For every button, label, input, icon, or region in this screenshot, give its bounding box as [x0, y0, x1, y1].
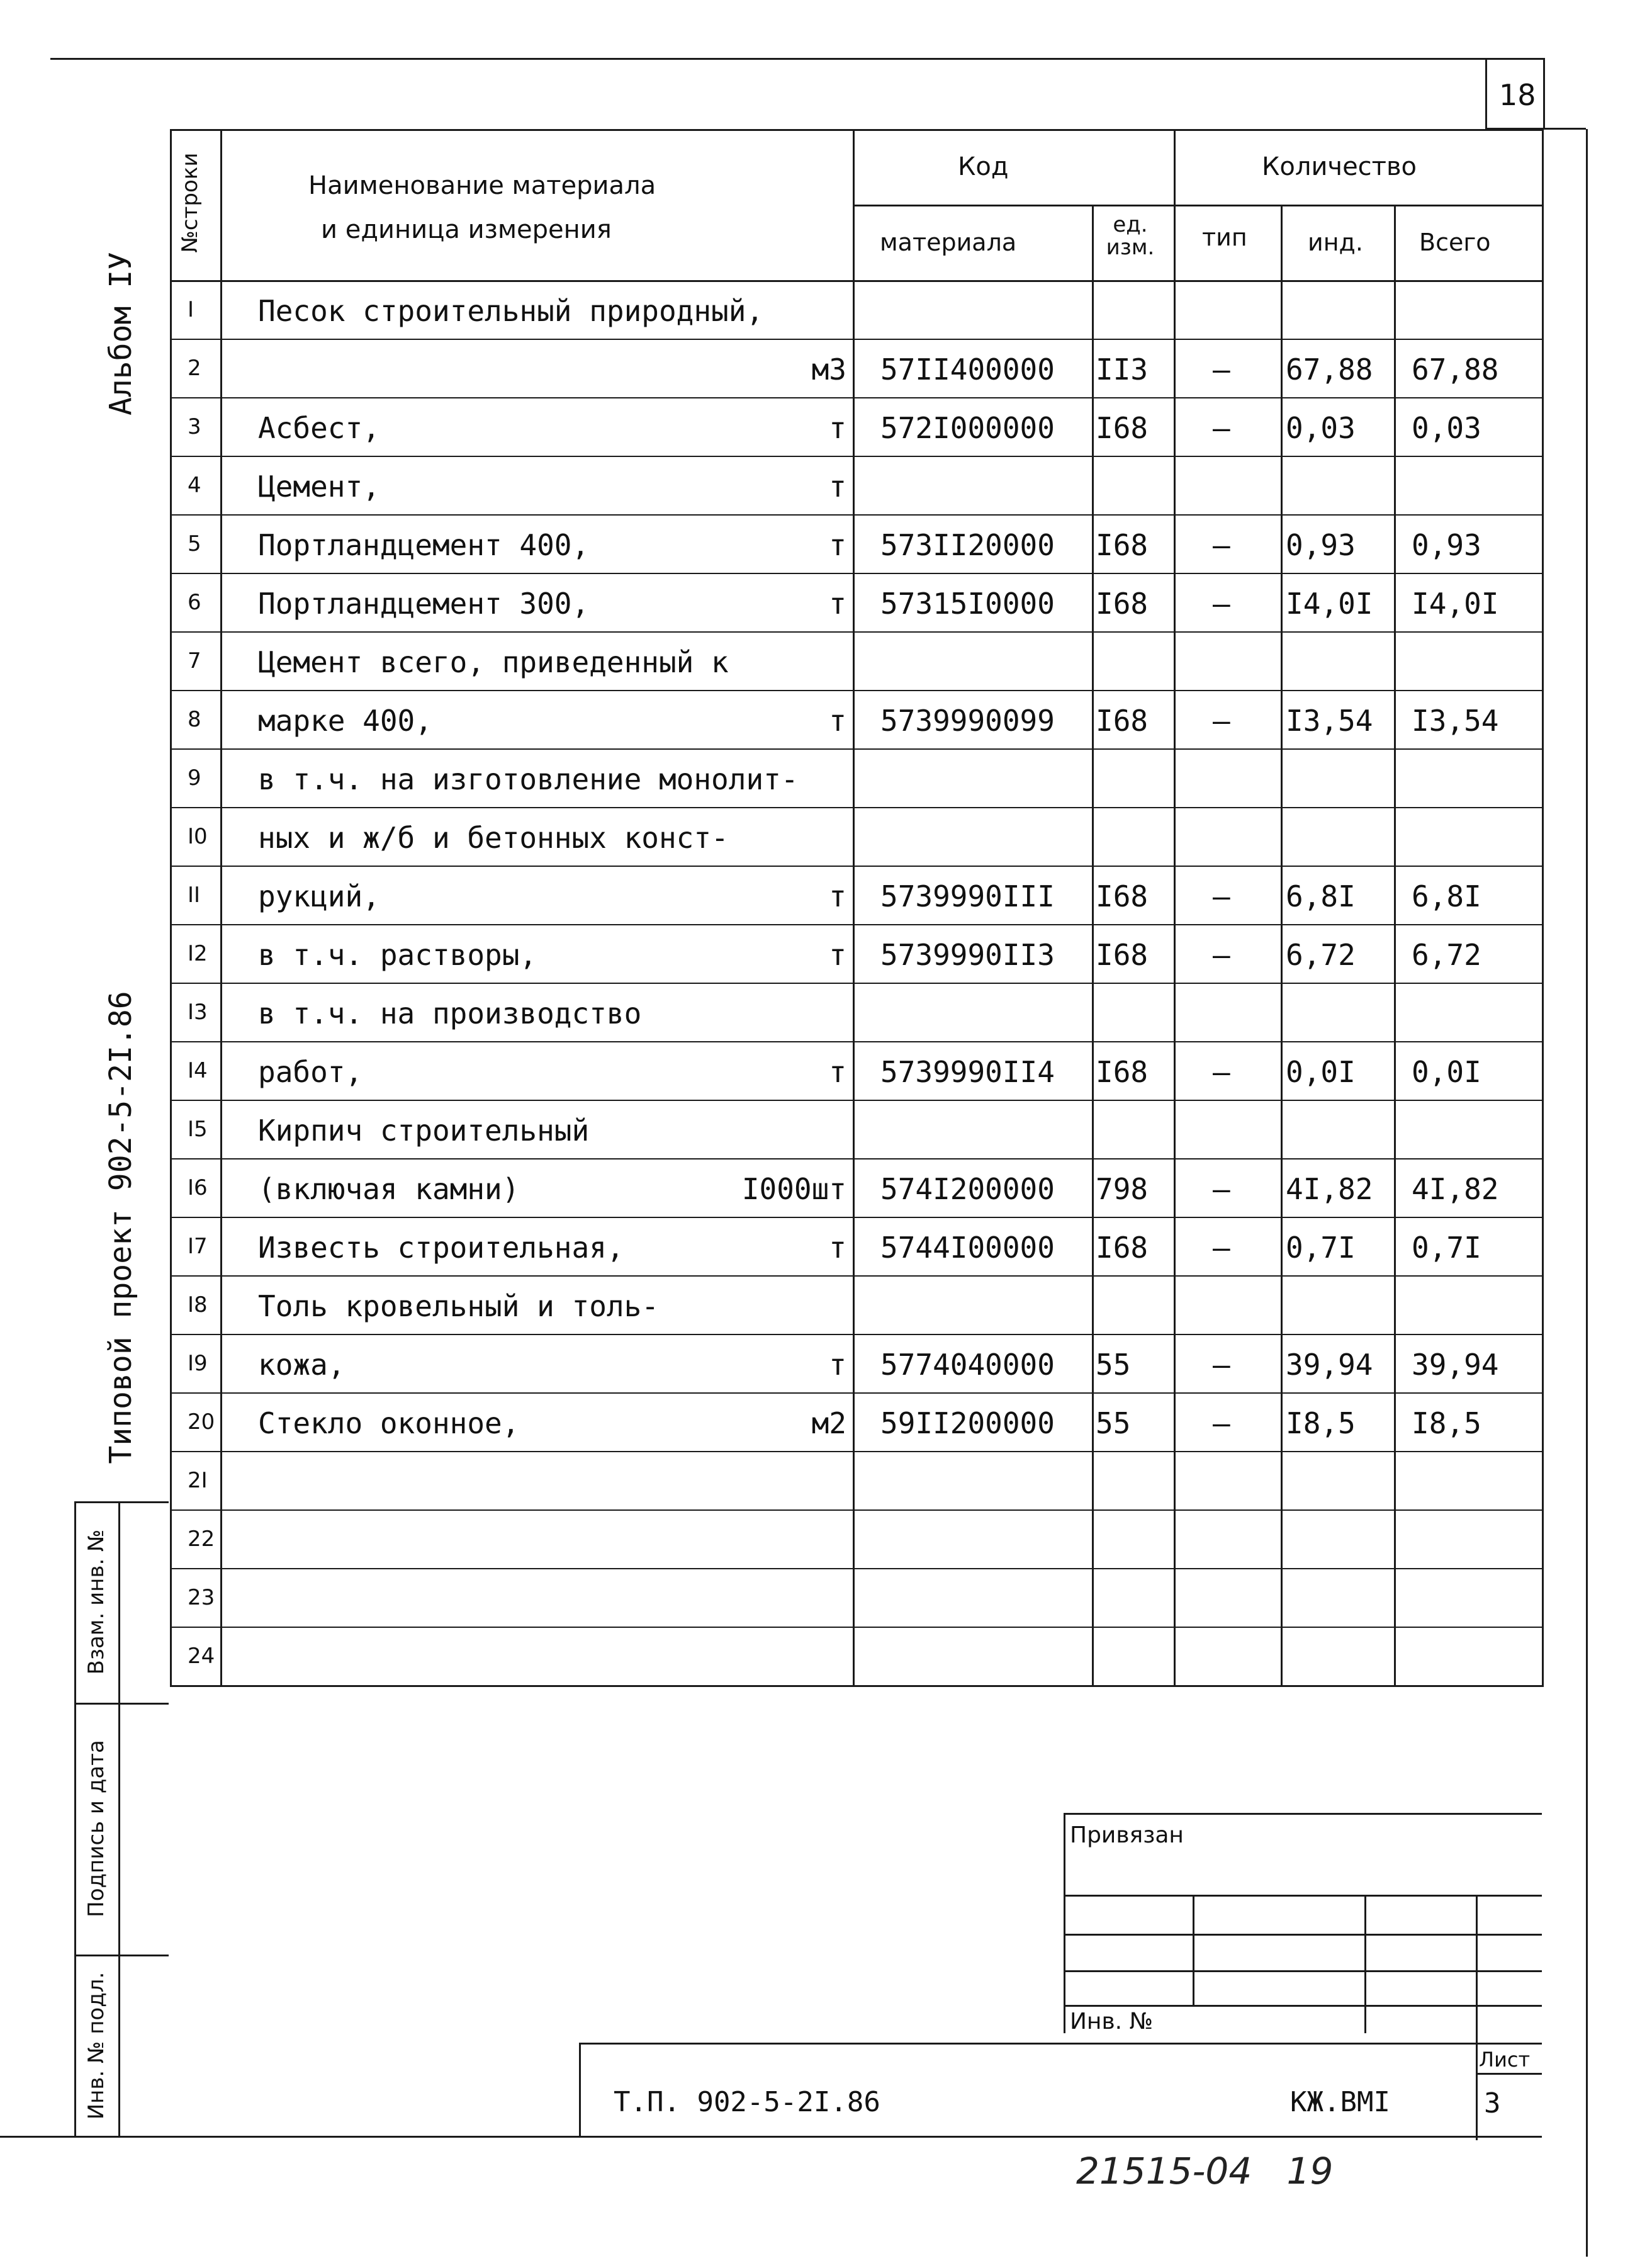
tb-left [1064, 1813, 1065, 2033]
table-row [170, 1451, 1542, 1509]
qty-ind: 67,88 [1286, 353, 1373, 386]
tb-col-1 [1193, 1895, 1194, 2005]
unit-code: 55 [1096, 1348, 1131, 1382]
material-code: 59II200000 [880, 1406, 1055, 1440]
qty-total: I4,0I [1412, 587, 1499, 621]
row-number: 23 [188, 1585, 215, 1610]
tb-line-1 [1064, 1895, 1542, 1897]
tb-col-2 [1364, 1895, 1366, 2033]
material-code: 5739990II3 [880, 938, 1055, 972]
qty-ind: 0,7I [1286, 1231, 1356, 1265]
row-number: 2I [188, 1468, 208, 1493]
unit-label: м3 [811, 353, 846, 386]
unit-code: I68 [1096, 528, 1149, 562]
tb-line-3 [1064, 1970, 1542, 1972]
qty-type: – [1213, 1172, 1230, 1206]
handwritten-number: 21515-04 19 [1076, 2150, 1334, 2192]
row-number: I7 [188, 1234, 208, 1259]
unit-label: т [829, 411, 846, 445]
tb-main-left [579, 2043, 581, 2137]
unit-code: I68 [1096, 1231, 1149, 1265]
table-top-line [170, 129, 1544, 131]
row-number: 2 [188, 356, 201, 381]
row-number: 8 [188, 707, 201, 732]
material-name: Асбест, [258, 411, 380, 445]
material-name: Портландцемент 400, [258, 528, 590, 562]
qty-total: 39,94 [1412, 1348, 1499, 1382]
material-code: 574I200000 [880, 1172, 1055, 1206]
qty-type: – [1213, 587, 1230, 621]
material-name: Портландцемент 300, [258, 587, 590, 621]
unit-code: II3 [1096, 353, 1149, 386]
row-number: I6 [188, 1175, 208, 1200]
unit-label: м2 [811, 1406, 846, 1440]
album-label: Альбом IУ [103, 251, 138, 416]
material-name: Кирпич строительный [258, 1114, 590, 1148]
material-name: Песок строительный природный, [258, 294, 764, 328]
row-number: I3 [188, 1000, 208, 1025]
qty-type: – [1213, 704, 1230, 738]
project-label: Типовой проект 902-5-2I.86 [103, 991, 138, 1464]
inv-no-label: Инв. № [1070, 2009, 1154, 2034]
qty-total: 6,72 [1412, 938, 1481, 972]
table-row [170, 1509, 1542, 1568]
row-number: I8 [188, 1292, 208, 1317]
row-number: 5 [188, 531, 201, 556]
qty-type: – [1213, 528, 1230, 562]
unit-code: I68 [1096, 938, 1149, 972]
unit-code: I68 [1096, 1055, 1149, 1089]
unit-code: 55 [1096, 1406, 1131, 1440]
page-number: 18 [1499, 78, 1536, 112]
unit-label: т [829, 938, 846, 972]
material-name: в т.ч. на производство [258, 996, 642, 1030]
tb-sheet-sep [1476, 2073, 1542, 2075]
qty-type: – [1213, 353, 1230, 386]
tb-main-top [579, 2043, 1542, 2045]
row-number: 3 [188, 414, 201, 439]
material-name: ных и ж/б и бетонных конст- [258, 821, 729, 855]
unit-label: т [829, 1348, 846, 1382]
unit-label: т [829, 470, 846, 504]
qty-ind: 0,93 [1286, 528, 1356, 562]
row-number: I0 [188, 824, 208, 849]
unit-code: I68 [1096, 704, 1149, 738]
qty-ind: 6,8I [1286, 879, 1356, 913]
unit-label: т [829, 879, 846, 913]
tb-line-2 [1064, 1934, 1542, 1936]
material-name: Цемент, [258, 470, 380, 504]
table-row [170, 1627, 1542, 1685]
sheet-number: 3 [1484, 2087, 1501, 2119]
header-code-unit: ед. изм. [1106, 212, 1155, 260]
row-number: 6 [188, 590, 201, 615]
material-code: 57II400000 [880, 353, 1055, 386]
material-name: Стекло оконное, [258, 1406, 520, 1440]
row-number: 9 [188, 765, 201, 791]
qty-total: 0,0I [1412, 1055, 1481, 1089]
header-row-number: №строки [177, 152, 203, 253]
material-code: 572I000000 [880, 411, 1055, 445]
header-qty-ind: инд. [1308, 228, 1363, 256]
row-number: 7 [188, 648, 201, 674]
privyazan-label: Привязан [1070, 1822, 1184, 1848]
table-right-line [1542, 129, 1544, 1685]
qty-type: – [1213, 1348, 1230, 1382]
header-code-material: материала [880, 228, 1017, 256]
header-code: Код [958, 152, 1009, 181]
unit-code: I68 [1096, 879, 1149, 913]
stamp-signature-date-label: Подпись и дата [84, 1740, 109, 1917]
row-number: 4 [188, 473, 201, 498]
row-number: 22 [188, 1526, 215, 1552]
material-name: Известь строительная, [258, 1231, 624, 1265]
row-number: I5 [188, 1117, 208, 1142]
header-quantity: Количество [1262, 152, 1417, 181]
row-number: I9 [188, 1351, 208, 1376]
qty-type: – [1213, 938, 1230, 972]
unit-label: т [829, 587, 846, 621]
material-name: Цемент всего, приведенный к [258, 645, 729, 679]
qty-type: – [1213, 1055, 1230, 1089]
unit-label: т [829, 1231, 846, 1265]
project-code: Т.П. 902-5-2I.86 [614, 2086, 880, 2118]
material-name: работ, [258, 1055, 363, 1089]
qty-total: 67,88 [1412, 353, 1499, 386]
qty-type: – [1213, 411, 1230, 445]
qty-total: 4I,82 [1412, 1172, 1499, 1206]
material-code: 5744I00000 [880, 1231, 1055, 1265]
tb-col-3 [1476, 1895, 1478, 2140]
qty-ind: 4I,82 [1286, 1172, 1373, 1206]
stamp-strip-sep-2 [74, 1955, 169, 1956]
material-code: 5739990II4 [880, 1055, 1055, 1089]
material-code: 5774040000 [880, 1348, 1055, 1382]
material-code: 573II20000 [880, 528, 1055, 562]
qty-total: 0,03 [1412, 411, 1481, 445]
material-name: (включая камни) [258, 1172, 520, 1206]
stamp-original-inv-label: Инв. № подл. [84, 1972, 109, 2120]
unit-code: 798 [1096, 1172, 1149, 1206]
material-code: 5739990III [880, 879, 1055, 913]
unit-label: I000шт [741, 1172, 846, 1206]
qty-ind: I8,5 [1286, 1406, 1356, 1440]
sheet-label: Лист [1479, 2048, 1531, 2072]
tb-line-4 [1064, 2005, 1542, 2007]
tb-top [1064, 1813, 1542, 1815]
row-number: 20 [188, 1409, 215, 1435]
material-name: Толь кровельный и толь- [258, 1289, 659, 1323]
qty-type: – [1213, 879, 1230, 913]
material-code: 57315I0000 [880, 587, 1055, 621]
unit-label: т [829, 704, 846, 738]
qty-ind: 39,94 [1286, 1348, 1373, 1382]
unit-code: I68 [1096, 587, 1149, 621]
tb-main-bottom [0, 2136, 1542, 2138]
qty-total: I8,5 [1412, 1406, 1481, 1440]
row-number: I2 [188, 941, 208, 966]
header-name-line2: и единица измерения [321, 215, 612, 244]
material-code: 5739990099 [880, 704, 1055, 738]
qty-total: 6,8I [1412, 879, 1481, 913]
qty-type: – [1213, 1231, 1230, 1265]
qty-total: 0,93 [1412, 528, 1481, 562]
qty-type: – [1213, 1406, 1230, 1440]
row-number: I4 [188, 1058, 208, 1083]
table-row [170, 1568, 1542, 1627]
qty-ind: I3,54 [1286, 704, 1373, 738]
material-name: в т.ч. на изготовление монолит- [258, 762, 799, 796]
row-number: I [188, 297, 194, 322]
table-bottom-line [170, 1685, 1544, 1687]
header-name-line1: Наименование материала [308, 171, 656, 200]
header-qty-type: тип [1202, 223, 1247, 251]
row-number: 24 [188, 1644, 215, 1669]
document-code: КЖ.ВМI [1290, 2086, 1390, 2118]
unit-code: I68 [1096, 411, 1149, 445]
qty-total: I3,54 [1412, 704, 1499, 738]
unit-label: т [829, 1055, 846, 1089]
header-sub-line [853, 205, 1542, 206]
header-qty-total: Всего [1419, 228, 1491, 256]
material-name: марке 400, [258, 704, 432, 738]
qty-ind: 0,03 [1286, 411, 1356, 445]
qty-total: 0,7I [1412, 1231, 1481, 1265]
stamp-replace-inv-label: Взам. инв. № [84, 1529, 109, 1675]
material-name: рукций, [258, 879, 380, 913]
row-number: II [188, 883, 201, 908]
qty-ind: 6,72 [1286, 938, 1356, 972]
qty-ind: I4,0I [1286, 587, 1373, 621]
material-name: в т.ч. растворы, [258, 938, 537, 972]
qty-ind: 0,0I [1286, 1055, 1356, 1089]
unit-label: т [829, 528, 846, 562]
material-name: кожа, [258, 1348, 346, 1382]
